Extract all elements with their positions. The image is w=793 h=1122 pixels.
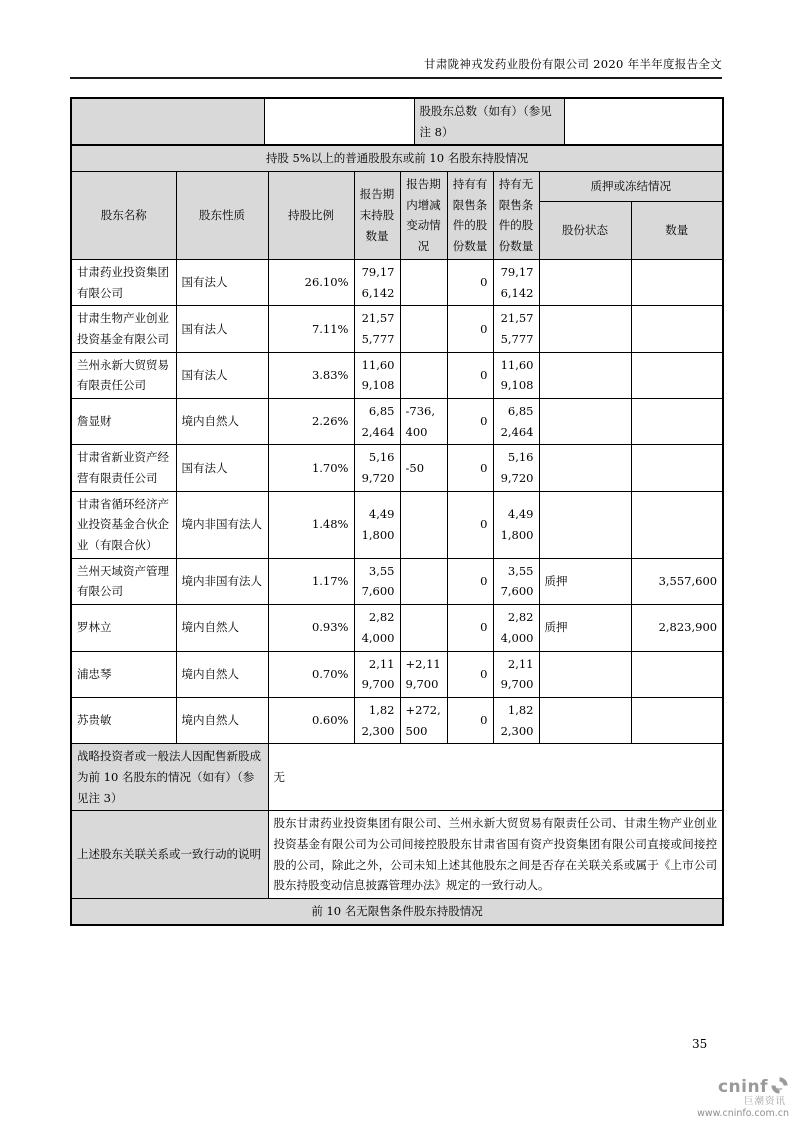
cell-name: 甘肃生物产业创业投资基金有限公司 bbox=[71, 306, 176, 352]
cell-restricted: 0 bbox=[447, 491, 493, 558]
report-title: 甘肃陇神戎发药业股份有限公司 2020 年半年度报告全文 bbox=[424, 57, 722, 71]
cell-shares-end: 21,575,777 bbox=[354, 306, 400, 352]
cell-unrestricted: 2,824,000 bbox=[493, 605, 539, 651]
cell-pledge-qty: 3,557,600 bbox=[631, 558, 723, 604]
table-header-row bbox=[71, 172, 723, 202]
cell-shares-end: 2,824,000 bbox=[354, 605, 400, 651]
cell-shares-end: 79,176,142 bbox=[354, 259, 400, 305]
cell-ratio: 1.17% bbox=[268, 558, 354, 604]
col-header-nature: 股东性质 bbox=[176, 172, 268, 260]
col-header-restricted: 持有有限售条件的股份数量 bbox=[447, 172, 493, 260]
cell-unrestricted: 6,852,464 bbox=[493, 398, 539, 444]
page-number: 35 bbox=[692, 1037, 708, 1051]
col-header-unrestricted: 持有无限售条件的股份数量 bbox=[493, 172, 539, 260]
empty-cell bbox=[264, 98, 414, 145]
cell-pledge-qty bbox=[631, 651, 723, 697]
cell-shares-end: 11,609,108 bbox=[354, 352, 400, 398]
cell-pledge-status: 质押 bbox=[539, 605, 631, 651]
shareholder-table-body bbox=[71, 259, 723, 743]
col-header-pledge-status: 股份状态 bbox=[539, 202, 631, 260]
col-header-shares-end: 报告期末持股数量 bbox=[354, 172, 400, 260]
cninfo-brand-cn: 巨潮资讯 bbox=[743, 1095, 786, 1107]
cell-restricted: 0 bbox=[447, 605, 493, 651]
cell-pledge-qty bbox=[631, 306, 723, 352]
cell-unrestricted: 11,609,108 bbox=[493, 352, 539, 398]
col-header-pledge-group: 质押或冻结情况 bbox=[539, 172, 723, 202]
related-party-value: 股东甘肃药业投资集团有限公司、兰州永新大贸贸易有限责任公司、甘肃生物产业创业投资基金有限公司为公司间接控股股东甘肃省国有资产投资集团有限公司直接或间接控股的公司，除此之外，公司未知上述其他股东之间是否存在关联关系或属于《上市公司股东持股变动信息披露管理办法》规定的一致行动人。 bbox=[268, 811, 723, 899]
cell-name: 苏贵敏 bbox=[71, 697, 176, 743]
cell-change: -736,400 bbox=[400, 398, 447, 444]
table-row bbox=[71, 352, 723, 398]
cell-unrestricted: 3,557,600 bbox=[493, 558, 539, 604]
cell-restricted: 0 bbox=[447, 445, 493, 491]
cell-change bbox=[400, 558, 447, 604]
cell-shares-end: 3,557,600 bbox=[354, 558, 400, 604]
cell-pledge-status bbox=[539, 697, 631, 743]
cell-ratio: 0.60% bbox=[268, 697, 354, 743]
page-header bbox=[70, 56, 722, 79]
related-party-label: 上述股东关联关系或一致行动的说明 bbox=[71, 811, 268, 899]
cell-pledge-qty bbox=[631, 259, 723, 305]
cell-restricted: 0 bbox=[447, 697, 493, 743]
cell-nature: 境内自然人 bbox=[176, 697, 268, 743]
cell-change: +2,119,700 bbox=[400, 651, 447, 697]
cell-nature: 境内自然人 bbox=[176, 605, 268, 651]
cell-restricted: 0 bbox=[447, 259, 493, 305]
cell-shares-end: 6,852,464 bbox=[354, 398, 400, 444]
strategic-investor-value: 无 bbox=[268, 744, 723, 811]
cell-change bbox=[400, 352, 447, 398]
table-row bbox=[71, 558, 723, 604]
cell-shares-end: 2,119,700 bbox=[354, 651, 400, 697]
cell-change: +272,500 bbox=[400, 697, 447, 743]
cell-nature: 国有法人 bbox=[176, 306, 268, 352]
empty-cell bbox=[71, 98, 264, 145]
cell-name: 詹显财 bbox=[71, 398, 176, 444]
bottom-section-row bbox=[71, 899, 723, 925]
cell-unrestricted: 79,176,142 bbox=[493, 259, 539, 305]
cell-pledge-qty bbox=[631, 491, 723, 558]
cell-change: -50 bbox=[400, 445, 447, 491]
cell-change bbox=[400, 306, 447, 352]
cell-pledge-qty bbox=[631, 352, 723, 398]
cell-name: 甘肃药业投资集团有限公司 bbox=[71, 259, 176, 305]
cell-restricted: 0 bbox=[447, 352, 493, 398]
cell-pledge-qty bbox=[631, 398, 723, 444]
cell-pledge-status bbox=[539, 445, 631, 491]
related-party-row bbox=[71, 811, 723, 899]
cell-name: 甘肃省循环经济产业投资基金合伙企业（有限合伙） bbox=[71, 491, 176, 558]
cell-change bbox=[400, 259, 447, 305]
cell-pledge-status bbox=[539, 306, 631, 352]
cell-nature: 国有法人 bbox=[176, 259, 268, 305]
preferred-shareholder-note: 股股东总数（如有）（参见注 8） bbox=[414, 98, 564, 145]
cell-nature: 国有法人 bbox=[176, 352, 268, 398]
cell-unrestricted: 5,169,720 bbox=[493, 445, 539, 491]
cell-pledge-status bbox=[539, 491, 631, 558]
cell-shares-end: 1,822,300 bbox=[354, 697, 400, 743]
report-content bbox=[70, 97, 722, 926]
col-header-pledge-qty: 数量 bbox=[631, 202, 723, 260]
empty-cell bbox=[564, 98, 723, 145]
table-row bbox=[71, 445, 723, 491]
table-row bbox=[71, 605, 723, 651]
cell-name: 罗林立 bbox=[71, 605, 176, 651]
table-row bbox=[71, 306, 723, 352]
cell-nature: 境内自然人 bbox=[176, 651, 268, 697]
cell-unrestricted: 1,822,300 bbox=[493, 697, 539, 743]
cell-ratio: 1.48% bbox=[268, 491, 354, 558]
cell-pledge-qty bbox=[631, 697, 723, 743]
cell-nature: 境内非国有法人 bbox=[176, 491, 268, 558]
col-header-change: 报告期内增减变动情况 bbox=[400, 172, 447, 260]
table-row bbox=[71, 98, 723, 145]
cell-pledge-status: 质押 bbox=[539, 558, 631, 604]
cell-ratio: 7.11% bbox=[268, 306, 354, 352]
cell-shares-end: 4,491,800 bbox=[354, 491, 400, 558]
cell-nature: 境内自然人 bbox=[176, 398, 268, 444]
cell-change bbox=[400, 605, 447, 651]
table-row bbox=[71, 491, 723, 558]
cell-pledge-status bbox=[539, 352, 631, 398]
cell-ratio: 2.26% bbox=[268, 398, 354, 444]
cell-pledge-qty bbox=[631, 445, 723, 491]
cell-restricted: 0 bbox=[447, 306, 493, 352]
cell-pledge-status bbox=[539, 651, 631, 697]
cell-restricted: 0 bbox=[447, 558, 493, 604]
table-section-row bbox=[71, 145, 723, 171]
cell-pledge-status bbox=[539, 398, 631, 444]
table-row bbox=[71, 697, 723, 743]
cell-pledge-status bbox=[539, 259, 631, 305]
cell-restricted: 0 bbox=[447, 651, 493, 697]
cell-pledge-qty: 2,823,900 bbox=[631, 605, 723, 651]
cell-change bbox=[400, 491, 447, 558]
cell-unrestricted: 21,575,777 bbox=[493, 306, 539, 352]
cell-ratio: 3.83% bbox=[268, 352, 354, 398]
cninfo-logo bbox=[679, 1076, 789, 1119]
table-row bbox=[71, 259, 723, 305]
cell-unrestricted: 4,491,800 bbox=[493, 491, 539, 558]
cninfo-url: www.cninfo.com.cn bbox=[697, 1108, 789, 1120]
cell-name: 甘肃省新业资产经营有限责任公司 bbox=[71, 445, 176, 491]
cell-nature: 境内非国有法人 bbox=[176, 558, 268, 604]
section-title: 持股 5%以上的普通股股东或前 10 名股东持股情况 bbox=[71, 145, 723, 171]
table-row bbox=[71, 651, 723, 697]
cell-name: 兰州永新大贸贸易有限责任公司 bbox=[71, 352, 176, 398]
shareholder-table bbox=[70, 144, 724, 925]
cell-ratio: 0.93% bbox=[268, 605, 354, 651]
cell-restricted: 0 bbox=[447, 398, 493, 444]
cninfo-brand-text: cninf bbox=[717, 1076, 768, 1097]
table-row bbox=[71, 398, 723, 444]
strategic-investor-label: 战略投资者或一般法人因配售新股成为前 10 名股东的情况（如有）（参见注 3） bbox=[71, 744, 268, 811]
shareholder-total-table bbox=[70, 97, 724, 146]
cell-ratio: 0.70% bbox=[268, 651, 354, 697]
strategic-investor-row bbox=[71, 744, 723, 811]
cell-ratio: 1.70% bbox=[268, 445, 354, 491]
cell-name: 浦忠琴 bbox=[71, 651, 176, 697]
cell-shares-end: 5,169,720 bbox=[354, 445, 400, 491]
bottom-section-title: 前 10 名无限售条件股东持股情况 bbox=[71, 899, 723, 925]
col-header-name: 股东名称 bbox=[71, 172, 176, 260]
col-header-ratio: 持股比例 bbox=[268, 172, 354, 260]
cell-nature: 国有法人 bbox=[176, 445, 268, 491]
cell-name: 兰州天域资产管理有限公司 bbox=[71, 558, 176, 604]
cell-unrestricted: 2,119,700 bbox=[493, 651, 539, 697]
cell-ratio: 26.10% bbox=[268, 259, 354, 305]
